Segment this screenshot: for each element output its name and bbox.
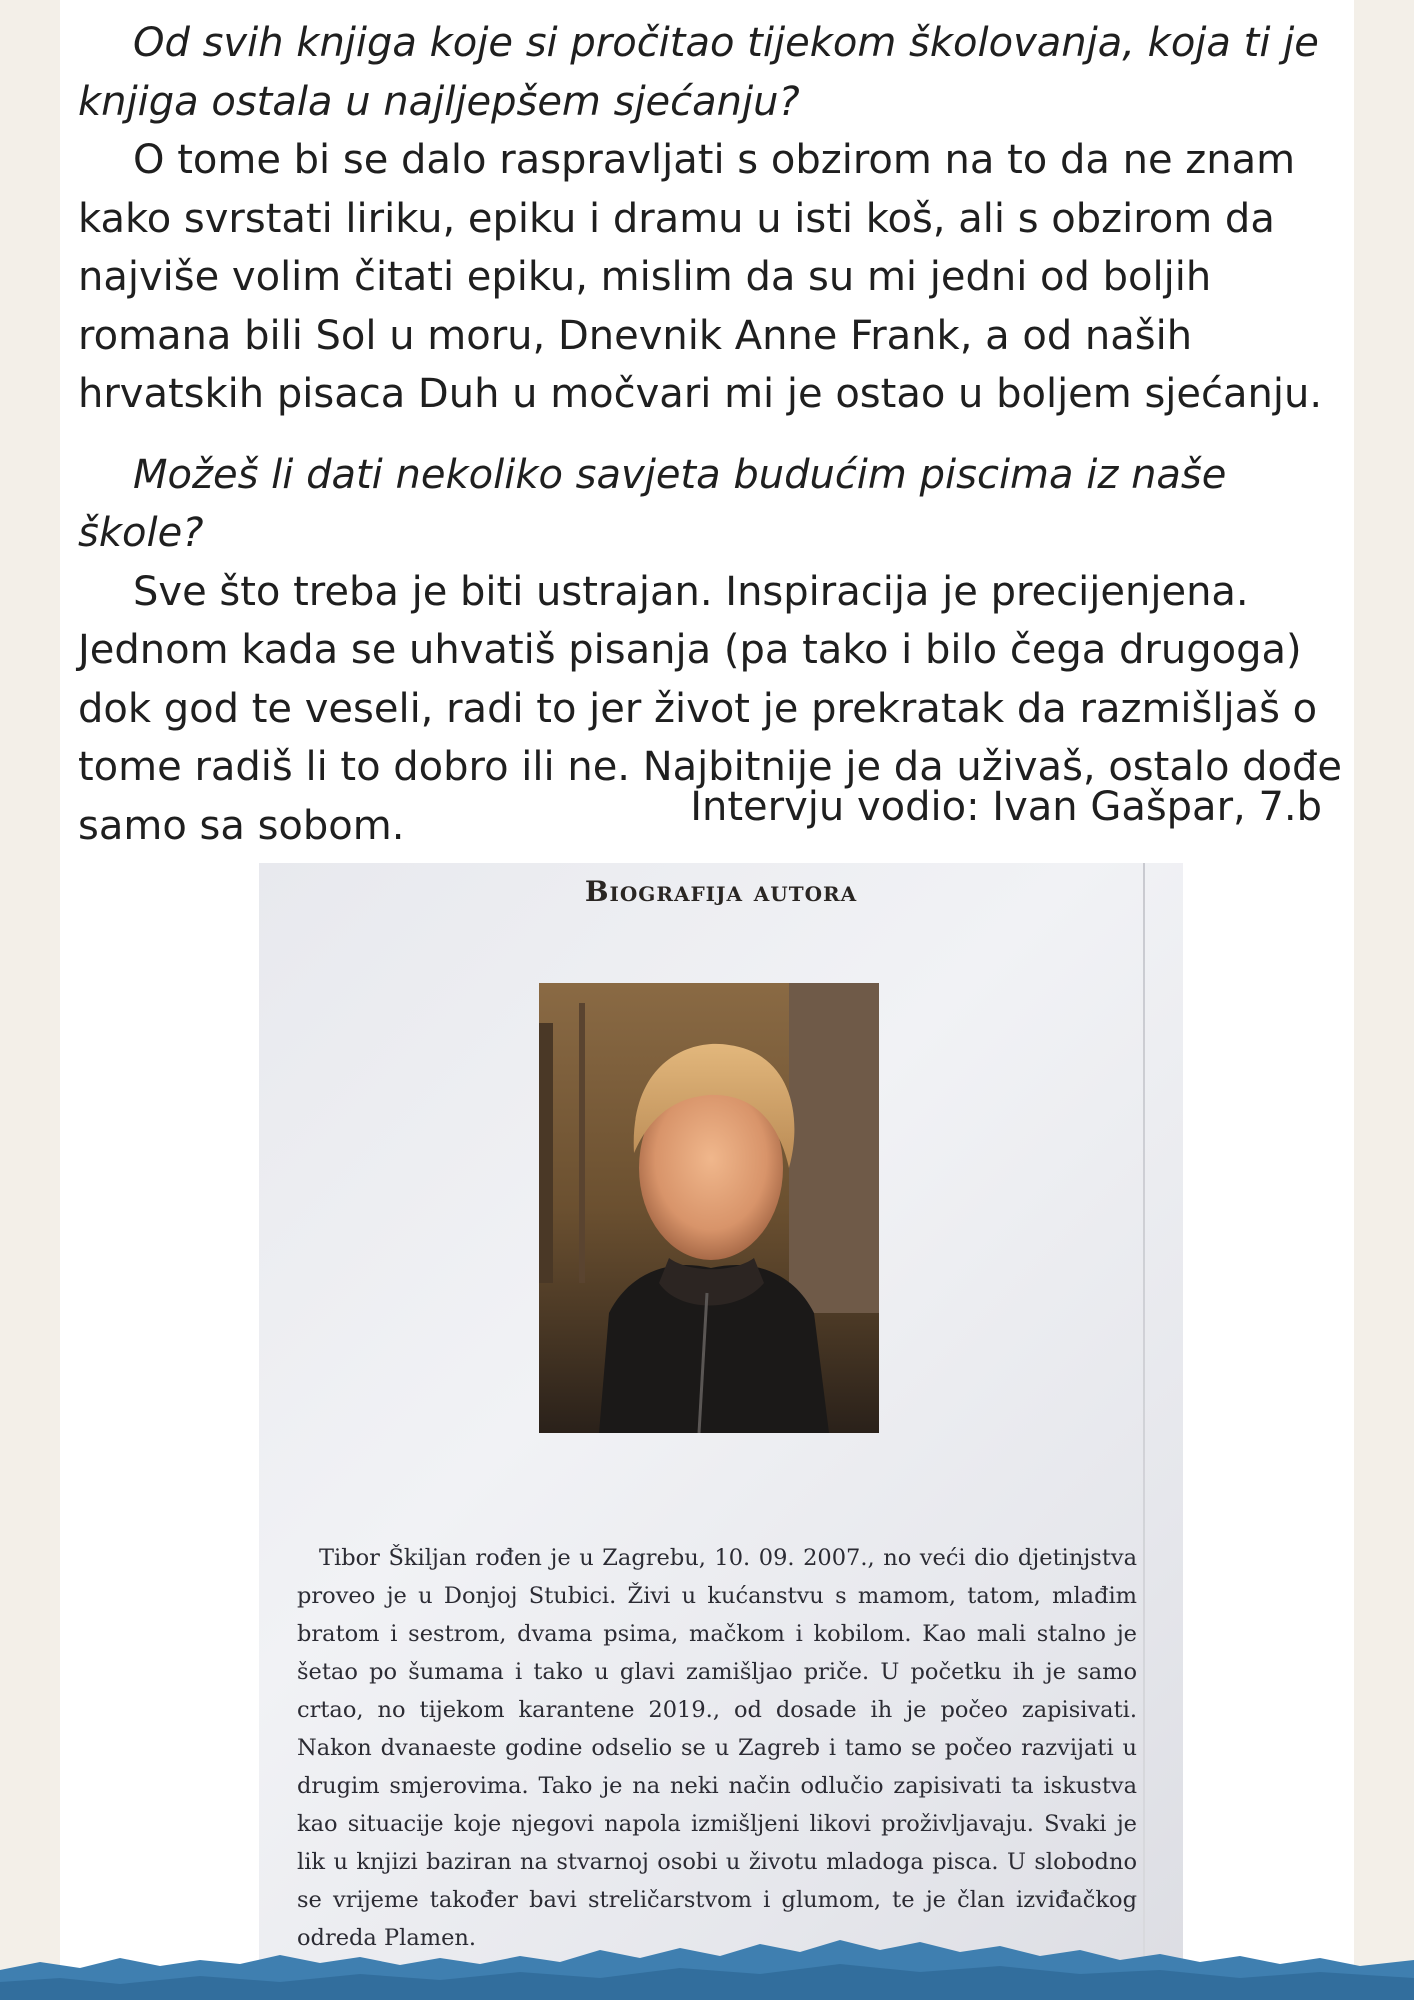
torn-paper-edge <box>0 1900 1414 2000</box>
question-2: Možeš li dati nekoliko savjeta budućim piscima iz naše škole? <box>78 451 1227 556</box>
interviewer-signature: Intervju vodio: Ivan Gašpar, 7.b <box>690 784 1322 830</box>
page-edge <box>1143 863 1145 2000</box>
author-portrait <box>539 983 879 1433</box>
question-1: Od svih knjiga koje si pročitao tijekom školovanja, koja ti je knjiga ostala u najljepšem sjećanju? <box>78 20 1319 125</box>
answer-2: Sve što treba je biti ustrajan. Inspiracija je precijenjena. Jednom kada se uhvatiš pisanja (pa tako i bilo čega drugoga) dok god te veseli, radi to jer život je prekratak da razmišljaš o tome radiš li to dobro ili ne. Najbitnije je da uživaš, ostalo dođe samo sa sobom. <box>78 568 1343 849</box>
interview-text <box>78 14 1348 855</box>
bio-heading: Biografija autora <box>584 875 858 908</box>
answer-1: O tome bi se dalo raspravljati s obzirom na to da ne znam kako svrstati liriku, epiku i dramu u isti koš, ali s obzirom da najviše volim čitati epiku, mislim da su mi jedni od boljih romana bili Sol u moru, Dnevnik Anne Frank, a od naših hrvatskih pisaca Duh u močvari mi je ostao u boljem sjećanju. <box>78 137 1323 417</box>
book-page-photo <box>259 863 1183 2000</box>
author-biography: Tibor Škiljan rođen je u Zagrebu, 10. 09. 2007., no veći dio djetinjstva proveo je u Donjoj Stubici. Živi u kućanstvu s mamom, tatom, mlađim bratom i sestrom, dvama psima, mačkom i kobilom. Kao mali stalno je šetao po šumama i tako u glavi zamišljao priče. U početku ih je samo crtao, no tijekom karantene 2019., od dosade ih je počeo zapisivati. Nakon dvanaeste godine odselio se u Zagreb i tamo se počeo razvijati u drugim smjerovima. Tako je na neki način odlučio zapisivati ta iskustva kao situacije koje njegovi napola izmišljeni likovi proživljavaju. Svaki je lik u knjizi baziran na stvarnoj osobi u životu mladoga pisca. U slobodno se vrijeme također bavi streličarstvom i glumom, te je član izviđačkog odreda Plamen. <box>297 1545 1137 1951</box>
